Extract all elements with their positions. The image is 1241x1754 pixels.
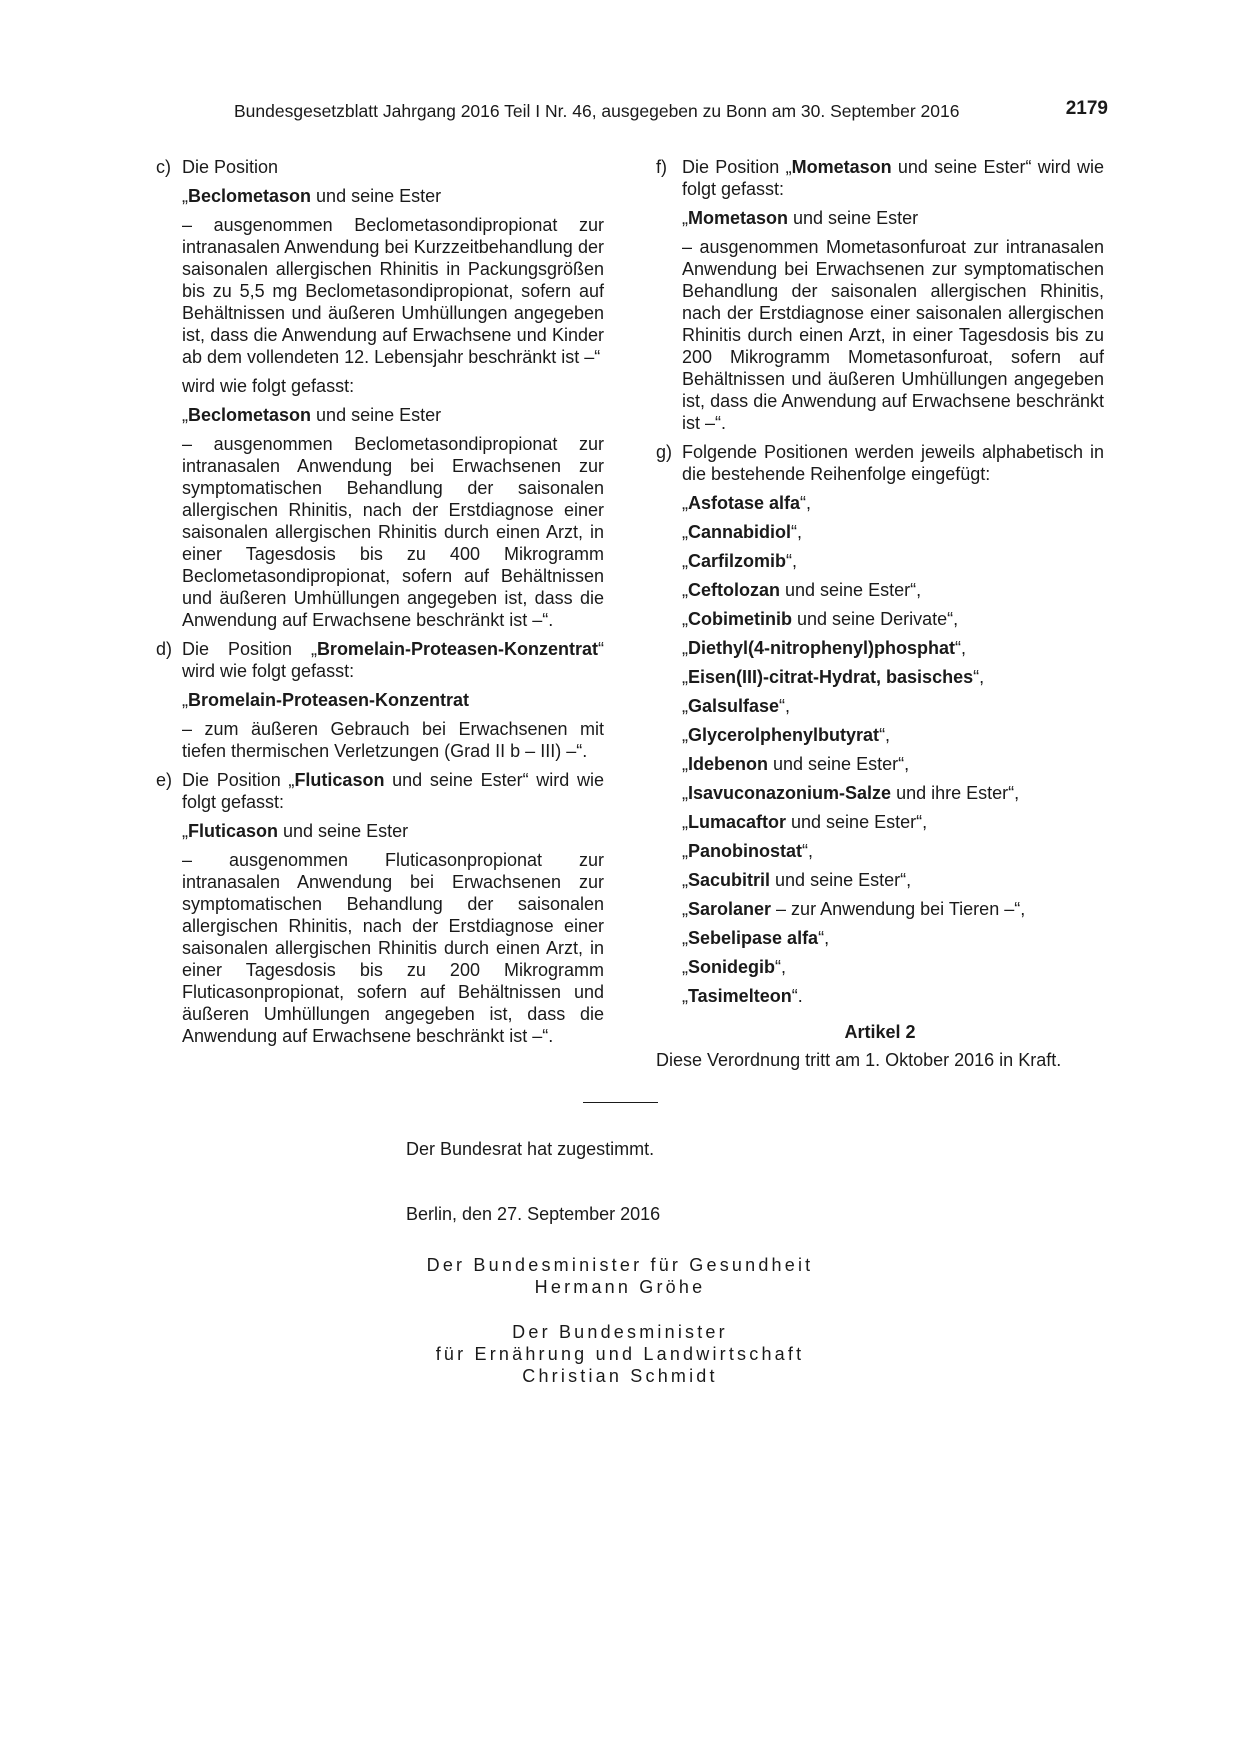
list-item: „Eisen(III)-citrat-Hydrat, basisches“, <box>682 667 985 687</box>
list-item: „Sacubitril und seine Ester“, <box>682 870 912 890</box>
substance-name: Sarolaner <box>688 899 772 919</box>
minister-title-continued: für Ernährung und Landwirtschaft <box>435 1344 805 1364</box>
minister-name: Hermann Gröhe <box>534 1277 706 1297</box>
quoted-heading: „Mometason und seine Ester <box>682 208 919 228</box>
quoted-text: – ausgenommen Mometasonfuroat zur intranasalen Anwendung bei Erwachsenen zur symptomatischen Behandlung der saisonalen allergischen Rhinitis, nach der Erstdiagnose einer saisonalen allergischen Rhinitis durch einen Arzt, in einer Tagesdosis bis zu 200 Mikrogramm Mometasonfuroat, sofern auf Behältnissen und äußeren Umhüllungen angegeben ist, dass die Anwendung auf Erwachsene beschränkt ist –“. <box>682 237 1104 433</box>
substance-name: Galsulfase <box>688 696 780 716</box>
minister-title: Der Bundesminister für Gesundheit <box>426 1255 814 1275</box>
quoted-heading: „Bromelain-Proteasen-Konzentrat <box>182 690 470 710</box>
substance-name: Fluticason <box>188 821 279 841</box>
page-header <box>234 100 1108 126</box>
list-item: „Diethyl(4-nitrophenyl)phosphat“, <box>682 638 966 658</box>
running-header: Bundesgesetzblatt Jahrgang 2016 Teil I Nr. 46, ausgegeben zu Bonn am 30. September 2016 <box>234 101 960 121</box>
inserted-positions-list <box>682 492 1104 1007</box>
substance-name: Sebelipase alfa <box>688 928 819 948</box>
list-item: „Carfilzomib“, <box>682 551 798 571</box>
substance-name: Tasimelteon <box>688 986 792 1006</box>
item-c <box>156 156 604 631</box>
item-intro: Folgende Positionen werden jeweils alphabetisch in die bestehende Reihenfolge eingefügt: <box>682 442 1104 484</box>
substance-name: Lumacaftor <box>688 812 787 832</box>
item-intro: Die Position <box>182 157 279 177</box>
substance-name: Cobimetinib <box>688 609 792 629</box>
quoted-heading: „Fluticason und seine Ester <box>182 821 409 841</box>
artikel-2-text: Diese Verordnung tritt am 1. Oktober 2016 in Kraft. <box>656 1050 1062 1070</box>
item-intro: Die Position „Fluticason und seine Ester“ wird wie folgt gefasst: <box>182 770 604 812</box>
list-item: „Asfotase alfa“, <box>682 493 812 513</box>
substance-name: Sacubitril <box>688 870 771 890</box>
item-marker: f) <box>656 157 667 177</box>
minister-name: Christian Schmidt <box>522 1366 718 1386</box>
list-item: „Idebenon und seine Ester“, <box>682 754 910 774</box>
item-marker: g) <box>656 442 673 462</box>
substance-name: Panobinostat <box>688 841 803 861</box>
connector-text: wird wie folgt gefasst: <box>182 376 355 396</box>
substance-name: Fluticason <box>294 770 385 790</box>
list-item: „Ceftolozan und seine Ester“, <box>682 580 922 600</box>
substance-name: Glycerolphenylbutyrat <box>688 725 880 745</box>
substance-name: Beclometason <box>188 405 312 425</box>
item-marker: d) <box>156 639 173 659</box>
item-d <box>156 638 604 762</box>
substance-name: Bromelain-Proteasen-Konzentrat <box>316 639 598 659</box>
list-item: „Tasimelteon“. <box>682 986 803 1006</box>
substance-name: Mometason <box>791 157 892 177</box>
item-marker: c) <box>156 157 171 177</box>
item-f <box>656 156 1104 434</box>
substance-name: Beclometason <box>188 186 312 206</box>
item-g <box>656 441 1104 1007</box>
list-item: „Isavuconazonium-Salze und ihre Ester“, <box>682 783 1020 803</box>
list-item: „Lumacaftor und seine Ester“, <box>682 812 928 832</box>
quoted-text: – zum äußeren Gebrauch bei Erwachsenen mit tiefen thermischen Verletzungen (Grad II b – III) –“. <box>182 719 604 761</box>
substance-name: Isavuconazonium-Salze <box>688 783 892 803</box>
bundesrat-assent: Der Bundesrat hat zugestimmt. <box>406 1139 655 1159</box>
minister-title: Der Bundesminister <box>512 1322 728 1342</box>
right-column <box>656 156 1104 1071</box>
list-item: „Cannabidiol“, <box>682 522 802 542</box>
list-item: „Cobimetinib und seine Derivate“, <box>682 609 959 629</box>
artikel-2-heading: Artikel 2 <box>844 1022 916 1042</box>
item-intro: Die Position „Mometason und seine Ester“ wird wie folgt gefasst: <box>682 157 1104 199</box>
signature-block-health <box>370 1254 870 1298</box>
substance-name: Eisen(III)-citrat-Hydrat, basisches <box>688 667 974 687</box>
list-item: „Galsulfase“, <box>682 696 791 716</box>
list-item: „Sarolaner – zur Anwendung bei Tieren –“, <box>682 899 1026 919</box>
substance-name: Diethyl(4-nitrophenyl)phosphat <box>688 638 955 658</box>
list-item: „Panobinostat“, <box>682 841 814 861</box>
substance-name: Idebenon <box>688 754 768 774</box>
substance-name: Asfotase alfa <box>688 493 801 513</box>
quoted-heading: „Beclometason und seine Ester <box>182 186 442 206</box>
item-intro: Die Position „Bromelain-Proteasen-Konzentrat“ wird wie folgt gefasst: <box>182 639 604 681</box>
signature-block-agriculture <box>370 1321 870 1387</box>
item-marker: e) <box>156 770 173 790</box>
substance-name: Carfilzomib <box>688 551 787 571</box>
substance-name: Ceftolozan <box>688 580 780 600</box>
list-item: „Sonidegib“, <box>682 957 786 977</box>
place-date-line: Berlin, den 27. September 2016 <box>406 1204 661 1224</box>
list-item: „Sebelipase alfa“, <box>682 928 830 948</box>
quoted-text: – ausgenommen Beclometasondipropionat zur intranasalen Anwendung bei Kurzzeitbehandlung der saisonalen allergischen Rhinitis in Packungsgrößen bis zu 5,5 mg Beclometasondipropionat, sofern auf Behältnissen und äußeren Umhüllungen angegeben ist, dass die Anwendung auf Erwachsene und Kinder ab dem vollendeten 12. Lebensjahr beschränkt ist –“ <box>182 215 604 367</box>
substance-name: Cannabidiol <box>688 522 791 542</box>
substance-name: Sonidegib <box>688 957 775 977</box>
left-column <box>156 156 604 1054</box>
substance-name: Bromelain-Proteasen-Konzentrat <box>188 690 470 710</box>
quoted-text: – ausgenommen Beclometasondipropionat zur intranasalen Anwendung bei Erwachsenen zur symptomatischen Behandlung der saisonalen allergischen Rhinitis, nach der Erstdiagnose einer saisonalen allergischen Rhinitis durch einen Arzt, in einer Tagesdosis bis zu 400 Mikrogramm Beclometasondipropionat, sofern auf Behältnissen und äußeren Umhüllungen angegeben ist, dass die Anwendung auf Erwachsene beschränkt ist –“. <box>182 434 604 630</box>
substance-name: Mometason <box>688 208 789 228</box>
quoted-text: – ausgenommen Fluticasonpropionat zur intranasalen Anwendung bei Erwachsenen zur symptomatischen Behandlung der saisonalen allergischen Rhinitis, nach der Erstdiagnose einer saisonalen allergischen Rhinitis durch einen Arzt, in einer Tagesdosis bis zu 200 Mikrogramm Fluticasonpropionat, sofern auf Behältnissen und äußeren Umhüllungen angegeben ist, dass die Anwendung auf Erwachsene beschränkt ist –“. <box>182 850 604 1046</box>
list-item: „Glycerolphenylbutyrat“, <box>682 725 891 745</box>
page-number: 2179 <box>1065 98 1108 119</box>
signature-blocks <box>370 1254 870 1410</box>
quoted-heading: „Beclometason und seine Ester <box>182 405 442 425</box>
section-divider <box>583 1102 658 1103</box>
item-e <box>156 769 604 1047</box>
